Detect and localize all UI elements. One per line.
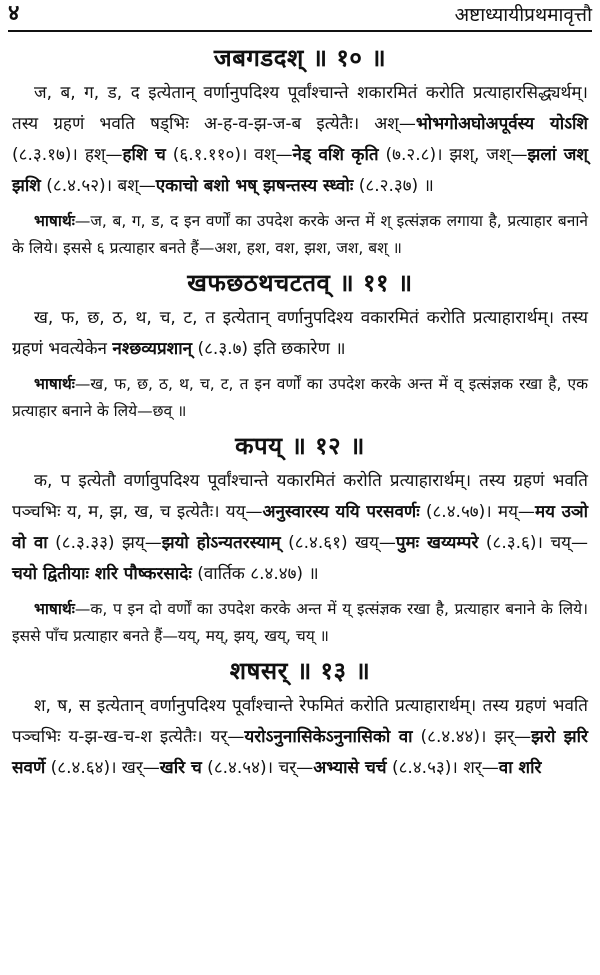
commentary-text: (८.४.४४)। झर्— [412, 727, 532, 747]
commentary-text: (८.३.७) इति छकारेण ॥ [192, 339, 346, 359]
cited-sutra: पुमः खय्यम्परे [395, 533, 479, 553]
sutra-title: जबगडदश् ॥ १० ॥ [213, 44, 387, 72]
bhasharth-label: भाषार्थः [34, 212, 75, 230]
cited-sutra: हशि च [122, 145, 166, 165]
cited-sutra: भोभगोअघोअपूर्वस्य योऽशि [415, 114, 588, 134]
commentary-text: (८.४.५२)। बश्— [40, 176, 156, 196]
sutra-commentary [12, 466, 588, 590]
cited-sutra: अनुस्वारस्य ययि परसवर्णः [262, 502, 420, 522]
commentary-text: (वार्तिक ८.४.४७) ॥ [191, 564, 319, 584]
sutra-title: कपय् ॥ १२ ॥ [235, 432, 365, 460]
cited-sutra: झयो होऽन्यतरस्याम् [161, 533, 281, 553]
cited-sutra: चयो द्वितीयाः शरि पौष्करसादेः [12, 564, 192, 584]
running-head-title: अष्टाध्यायीप्रथमावृत्तौ [454, 4, 592, 26]
cited-sutra: मय उञो वो वा [12, 502, 589, 553]
bhasharth-text: —ज, ब, ग, ड, द इन वर्णों का उपदेश करके अन्त में श् इत्संज्ञक लगाया है, प्रत्याहार बनाने के लिये। इससे ६ प्रत्याहार बनते हैं—अश, हश, वश, झश, जश, बश् ॥ [12, 212, 588, 257]
cited-sutra: एकाचो बशो भष् झषन्तस्य स्ध्वोः [155, 176, 354, 196]
bhasharth-paragraph [12, 208, 588, 262]
commentary-text: (८.३.३३) झय्— [47, 533, 162, 553]
cited-sutra: यरोऽनुनासिकेऽनुनासिको वा [244, 727, 413, 747]
commentary-text: (८.४.५४)। चर्— [201, 758, 314, 778]
sutra-commentary [12, 78, 588, 202]
cited-sutra: नश्छव्यप्रशान् [112, 339, 193, 359]
commentary-text: क, प इत्येतौ वर्णावुपदिश्य पूर्वांश्चान्ते यकारमितं करोति प्रत्याहारार्थम्। तस्य ग्रहणं भवति पञ्चभिः य, म, झ, ख, च इत्येतैः। यय्— [12, 471, 588, 522]
running-header [8, 2, 592, 32]
commentary-text: (८.४.५३)। शर्— [386, 758, 499, 778]
commentary-text: (८.४.६१) खय्— [280, 533, 396, 553]
cited-sutra: खरि च [159, 758, 202, 778]
commentary-text: (७.२.८)। झश्, जश्— [378, 145, 528, 165]
commentary-text: (८.३.१७)। हश्— [12, 145, 123, 165]
bhasharth-paragraph [12, 371, 588, 425]
commentary-text: श, ष, स इत्येतान् वर्णानुपदिश्य पूर्वांश्चान्ते रेफमितं करोति प्रत्याहारार्थम्। तस्य ग्रहणं भवति पञ्चभिः य-झ-ख-च-श इत्येतैः। यर्— [12, 696, 588, 747]
bhasharth-label: भाषार्थः [34, 375, 75, 393]
cited-sutra: वा शरि [498, 758, 542, 778]
sutra-title: खफछठथचटतव् ॥ ११ ॥ [187, 269, 413, 297]
cited-sutra: अभ्यासे चर्च [313, 758, 387, 778]
bhasharth-paragraph [12, 596, 588, 650]
commentary-text: (८.२.३७) ॥ [353, 176, 434, 196]
commentary-text: ज, ब, ग, ड, द इत्येतान् वर्णानुपदिश्य पूर्वांश्चान्ते शकारमितं करोति प्रत्याहारसिद्ध्यर्थम्। तस्य ग्रहणं भवति षड्भिः अ-ह-व-झ-ज-ब इत्येतैः। अश्— [12, 83, 588, 134]
cited-sutra: झलां जश् झशि [12, 145, 588, 196]
page-number: ४ [8, 1, 20, 26]
bhasharth-text: —क, प इन दो वर्णों का उपदेश करके अन्त में य् इत्संज्ञक रखा है, प्रत्याहार बनाने के लिये। इससे पाँच प्रत्याहार बनते हैं—यय्, मय्, झय्, खय्, चय् ॥ [12, 600, 588, 645]
bhasharth-text: —ख, फ, छ, ठ, थ, च, ट, त इन वर्णों का उपदेश करके अन्त में व् इत्संज्ञक रखा है, एक प्रत्याहार बनाने के लिये—छव् ॥ [12, 375, 588, 420]
sutra-commentary [12, 303, 588, 365]
page-content [12, 38, 588, 784]
cited-sutra: नेड् वशि कृति [292, 145, 379, 165]
commentary-text: (८.३.६)। चय्— [478, 533, 588, 553]
commentary-text: (६.१.११०)। वश्— [165, 145, 293, 165]
sutra-commentary [12, 691, 588, 784]
commentary-text: (८.४.६४)। खर्— [45, 758, 160, 778]
commentary-text: ख, फ, छ, ठ, थ, च, ट, त इत्येतान् वर्णानुपदिश्य वकारमितं करोति प्रत्याहारार्थम्। तस्य ग्रहणं भवत्येकेन [12, 308, 588, 359]
commentary-text: (८.४.५७)। मय्— [419, 502, 535, 522]
sutra-title: शषसर् ॥ १३ ॥ [229, 657, 371, 685]
bhasharth-label: भाषार्थः [34, 600, 75, 618]
cited-sutra: झरो झरि सवर्णे [12, 727, 588, 778]
